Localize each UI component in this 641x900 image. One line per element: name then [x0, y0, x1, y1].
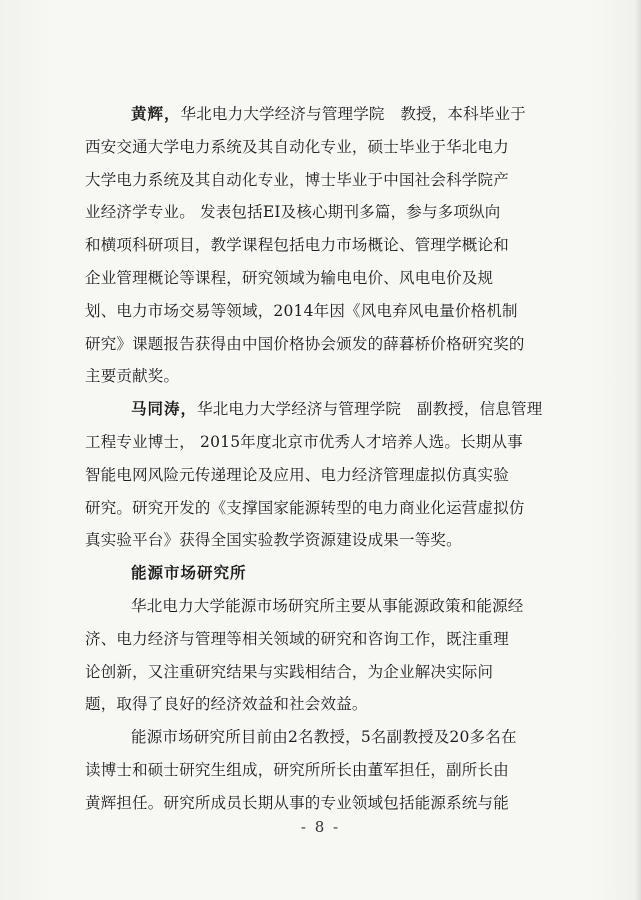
- text-line: 智能电网风险元传递理论及应用、电力经济管理虚拟仿真实验: [85, 465, 509, 484]
- section-paragraph: [85, 590, 565, 721]
- page-number: - 8 -: [300, 818, 341, 836]
- text-line: 马同涛，华北电力大学经济与管理学院 副教授，信息管理: [131, 399, 543, 419]
- person-name-ma-tongtao: 马同涛，: [131, 399, 198, 419]
- bio-paragraph-huang-hui: [85, 98, 565, 393]
- text-line: 黄辉担任。研究所成员长期从事的专业领域包括能源系统与能: [85, 793, 509, 812]
- text-line: 工程专业博士， 2015年度北京市优秀人才培养人选。长期从事: [85, 432, 523, 451]
- text-line: 企业管理概论等课程，研究领域为输电电价、风电电价及规: [85, 268, 494, 287]
- text-line: 西安交通大学电力系统及其自动化专业，硕士毕业于华北电力: [85, 137, 509, 156]
- section-heading: 能源市场研究所: [131, 563, 247, 583]
- text-line: 论创新，又注重研究结果与实践相结合，为企业解决实际问: [85, 662, 494, 681]
- document-body: [85, 98, 565, 820]
- text-line: 真实验平台》获得全国实验教学资源建设成果一等奖。: [85, 531, 462, 550]
- text-line: 主要贡献奖。: [85, 367, 180, 386]
- text-line: 华北电力大学能源市场研究所主要从事能源政策和能源经: [131, 596, 524, 615]
- text-line: 和横项科研项目，教学课程包括电力市场概论、管理学概论和: [85, 236, 509, 255]
- text-line: 划、电力市场交易等领域，2014年因《风电弃风电量价格机制: [85, 301, 518, 320]
- section-paragraph: [85, 721, 565, 819]
- text-line: 大学电力系统及其自动化专业，博士毕业于中国社会科学院产: [85, 170, 509, 189]
- page-edge-shadow: [635, 0, 641, 900]
- text-line: 能源市场研究所目前由2名教授，5名副教授及20多名在: [131, 728, 517, 747]
- bio-paragraph-ma-tongtao: [85, 393, 565, 557]
- text-line: 研究》课题报告获得由中国价格协会颁发的薛暮桥价格研究奖的: [85, 334, 525, 353]
- text-line: 济、电力经济与管理等相关领域的研究和咨询工作，既注重理: [85, 629, 509, 648]
- text-line: 题，取得了良好的经济效益和社会效益。: [85, 695, 368, 714]
- text-line: 黄辉，华北电力大学经济与管理学院 教授，本科毕业于: [131, 104, 526, 123]
- text-line: 业经济学专业。 发表包括EI及核心期刊多篇，参与多项纵向: [85, 203, 501, 222]
- text-line: 研究。研究开发的《支撑国家能源转型的电力商业化运营虚拟仿: [85, 498, 525, 517]
- text-line: 读博士和硕士研究生组成，研究所所长由董军担任，副所长由: [85, 760, 509, 779]
- person-name-huang-hui: 黄辉，: [131, 104, 181, 123]
